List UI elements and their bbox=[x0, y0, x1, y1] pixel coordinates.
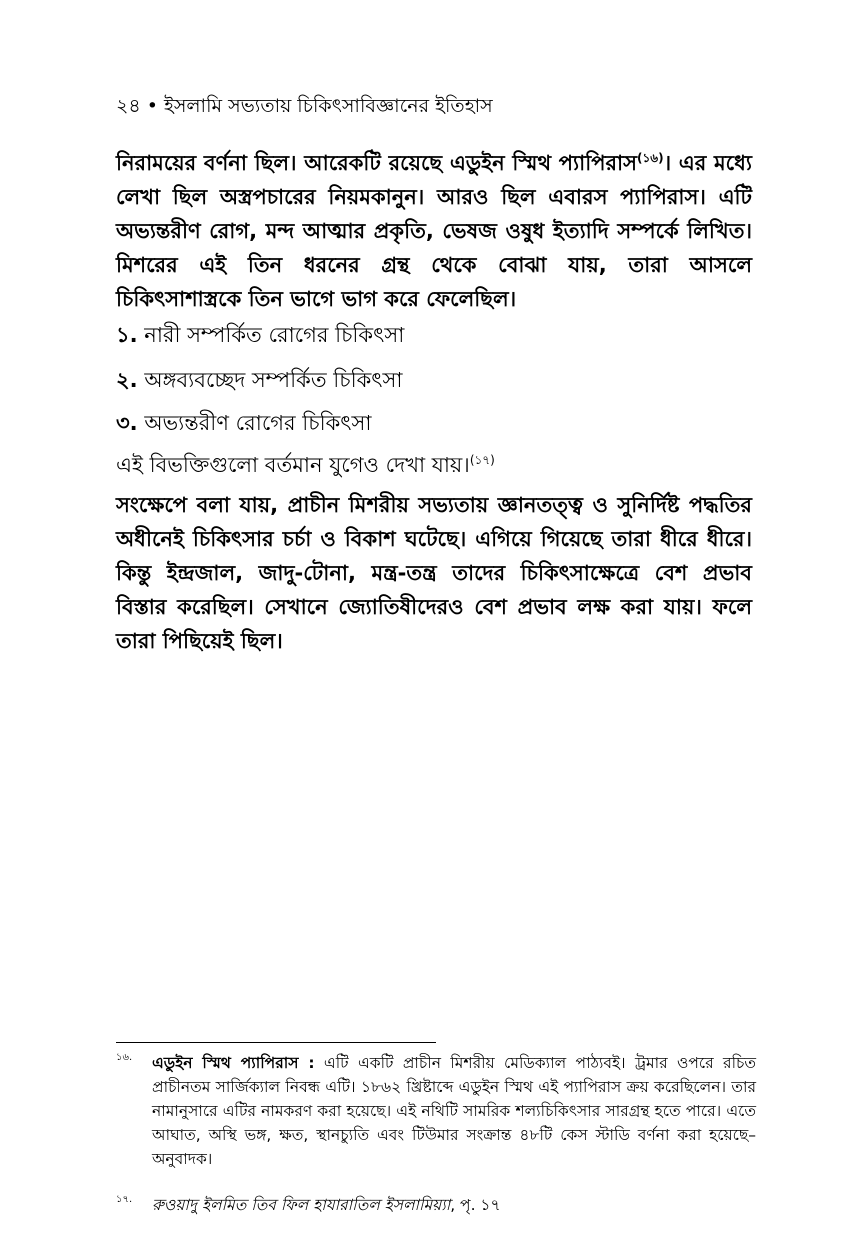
footnote-title: এডুইন স্মিথ প্যাপিরাস : bbox=[152, 1054, 315, 1072]
footnote-ref-16[interactable]: (১৬) bbox=[637, 151, 664, 165]
list-number: ২. bbox=[116, 368, 138, 392]
list-text: অভ্যন্তরীণ রোগের চিকিৎসা bbox=[144, 411, 372, 435]
running-head: ২৪ • ইসলামি সভ্যতায় চিকিৎসাবিজ্ঞানের ইতিহাস bbox=[116, 95, 493, 117]
list-item bbox=[116, 406, 752, 440]
paragraph-1-text-a: নিরাময়ের বর্ণনা ছিল। আরেকটি রয়েছে এডুইন স্মিথ প্যাপিরাস bbox=[116, 151, 637, 175]
footnote-text: এটি একটি প্রাচীন মিশরীয় মেডিক্যাল পাঠ্যবই। ট্রমার ওপরে রচিত প্রাচীনতম সার্জিক্যাল নিবন্ধ এটি। ১৮৬২ খ্রিষ্টাব্দে এডুইন স্মিথ এই প্যাপিরাস ক্রয় করেছিলেন। তার নামানুসারে এটির নামকরণ করা হয়েছে। এই নথিটি সামরিক শল্যচিকিৎসার সারগ্রন্থ হতে পারে। এতে আঘাত, অস্থি ভঙ্গ, ক্ষত, স্থানচ্যুতি এবং টিউমার সংক্রান্ত ৪৮টি কেস স্টাডি বর্ণনা করা হয়েছে– অনুবাদক। bbox=[152, 1054, 757, 1168]
footnote-source-title: রুওয়াদু ইলমিত তিব ফিল হাযারাতিল ইসলামিয়্যা bbox=[152, 1196, 451, 1214]
list-number: ৩. bbox=[116, 411, 138, 435]
footnote-text: , পৃ. ১৭ bbox=[450, 1196, 501, 1214]
division-note-text: এই বিভক্তিগুলো বর্তমান যুগেও দেখা যায়। bbox=[116, 453, 470, 477]
paragraph-1-text-b: । এর মধ্যে লেখা ছিল অস্ত্রপচারের নিয়মকানুন। আরও ছিল এবারস প্যাপিরাস। এটি অভ্যন্তরীণ রোগ, মন্দ আত্মার প্রকৃতি, ভেষজ ওষুধ ইত্যাদি সম্পর্কে লিখিত। মিশরের এই তিন ধরনের গ্রন্থ থেকে বোঝা যায়, তারা আসলে চিকিৎসাশাস্ত্রকে তিন ভাগে ভাগ করে ফেলেছিল। bbox=[116, 151, 752, 311]
footnote-16 bbox=[116, 1051, 756, 1171]
footnote-body bbox=[152, 1193, 756, 1217]
footnote-mark: ১৬. bbox=[116, 1052, 133, 1063]
footnote-ref-17[interactable]: (১৭) bbox=[469, 453, 495, 467]
footnote-divider bbox=[116, 1042, 436, 1043]
division-note bbox=[116, 448, 752, 482]
list-text: অঙ্গব্যবচ্ছেদ সম্পর্কিত চিকিৎসা bbox=[144, 368, 403, 392]
list-number: ১. bbox=[116, 323, 138, 347]
footnote-body bbox=[152, 1051, 756, 1171]
list-text: নারী সম্পর্কিত রোগের চিকিৎসা bbox=[144, 323, 405, 347]
list-item bbox=[116, 318, 752, 352]
paragraph-2: সংক্ষেপে বলা যায়, প্রাচীন মিশরীয় সভ্যতায় জ্ঞানতত্ত্ব ও সুনির্দিষ্ট পদ্ধতির অধীনেই চিকিৎসার চর্চা ও বিকাশ ঘটেছে। এগিয়ে গিয়েছে তারা ধীরে ধীরে। কিন্তু ইন্দ্রজাল, জাদু-টোনা, মন্ত্র-তন্ত্র তাদের চিকিৎসাক্ষেত্রে বেশ প্রভাব বিস্তার করেছিল। সেখানে জ্যোতিষীদেরও বেশ প্রভাব লক্ষ করা যায়। ফলে তারা পিছিয়েই ছিল। bbox=[116, 493, 752, 653]
list-item bbox=[116, 363, 752, 397]
paragraph-1 bbox=[116, 146, 752, 316]
footnote-mark: ১৭. bbox=[116, 1194, 133, 1205]
footnote-17 bbox=[116, 1193, 756, 1217]
